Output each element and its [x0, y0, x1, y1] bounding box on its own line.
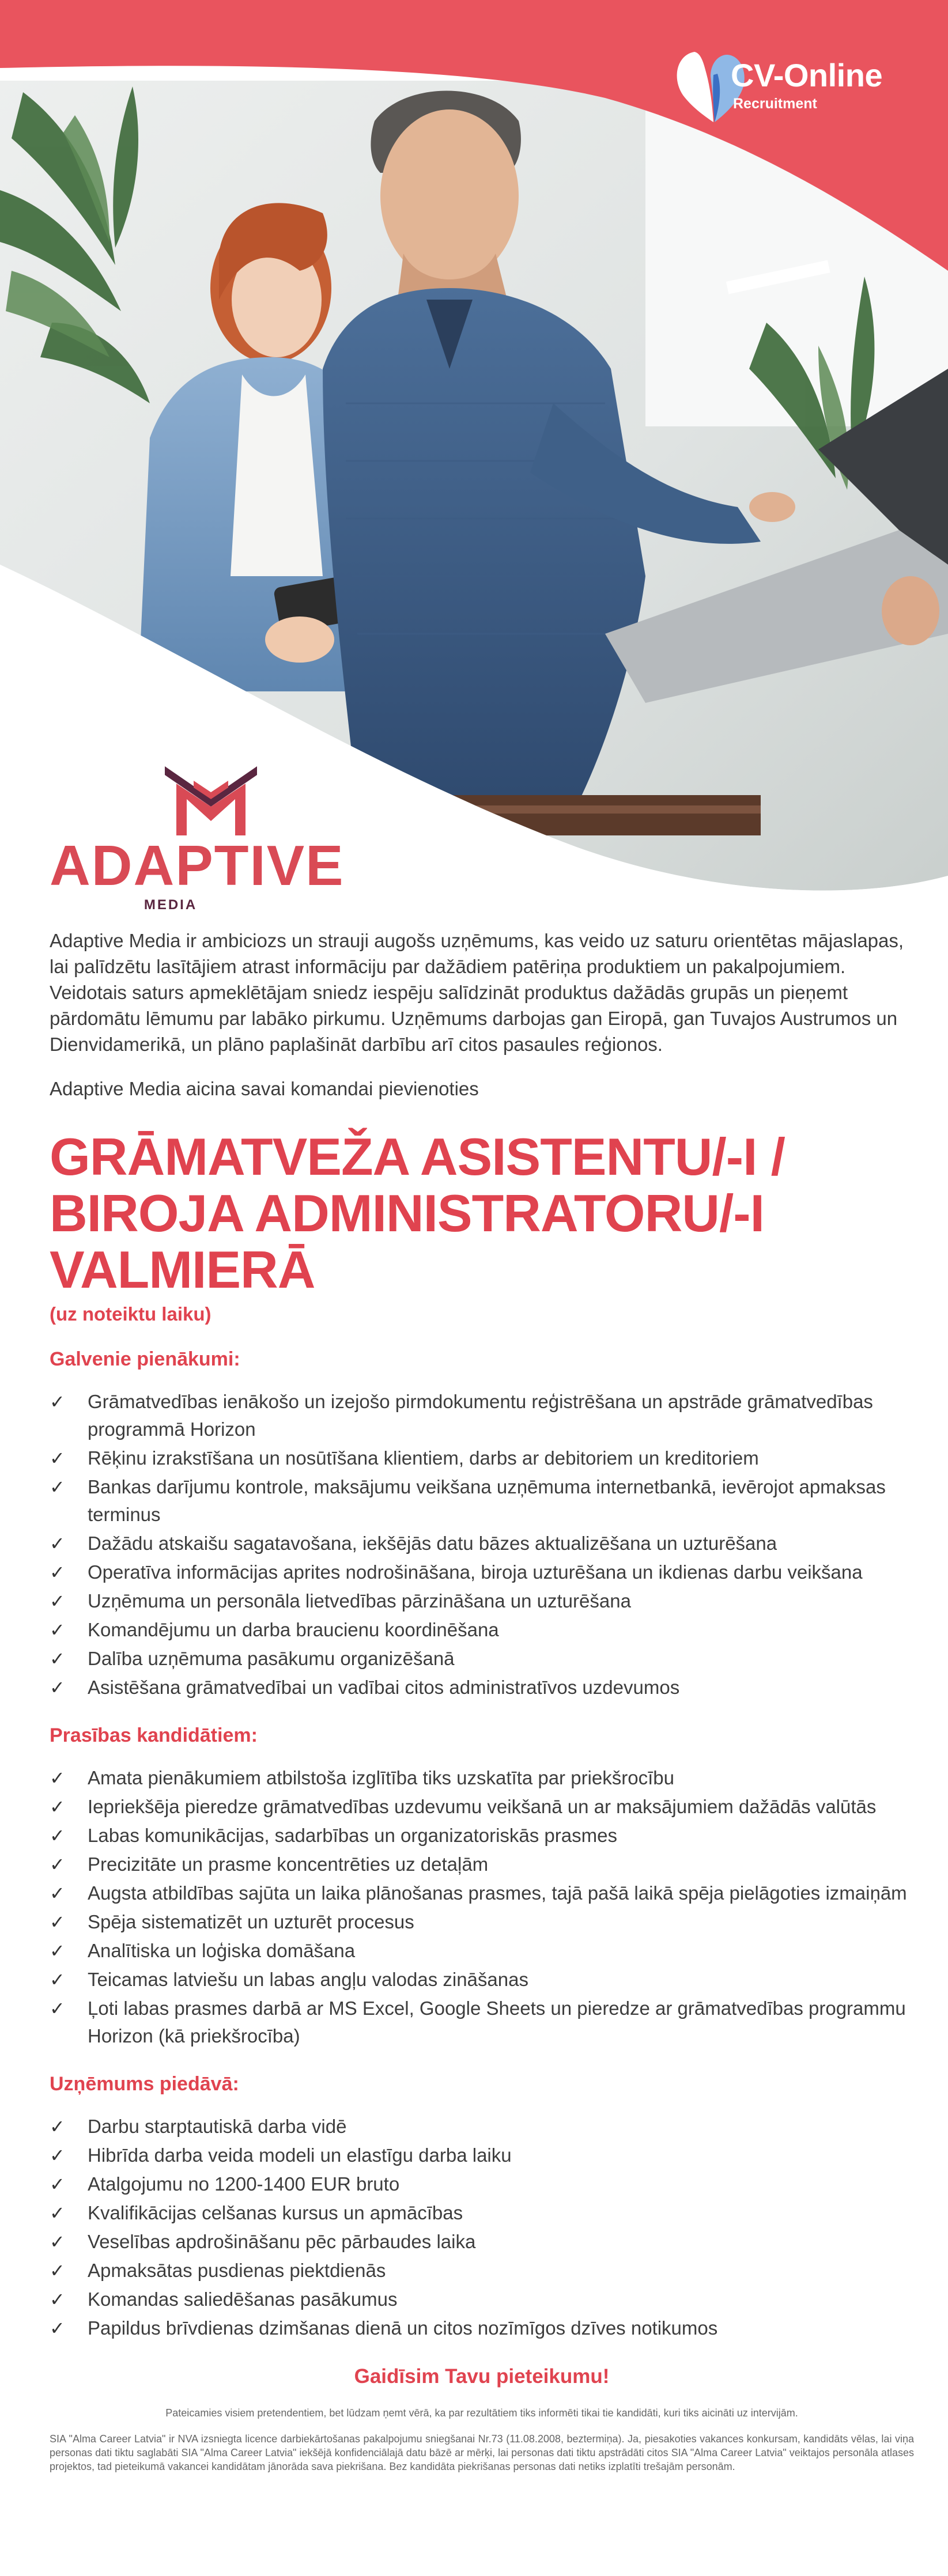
list-item: ✓ Precizitāte un prasme koncentrēties uz detaļām — [50, 1851, 914, 1878]
duties-list — [50, 1388, 914, 1701]
footer-legal: SIA "Alma Career Latvia" ir NVA izsniegta licence darbiekārtošanas pakalpojumu sniegšanai Nr.73 (11.08.2008, beztermiņa). Ja, piesakoties vakances konkursam, kandidāts vēlas, lai viņa personas dati tiktu saglabāti SIA "Alma Career Latvia" iekšējā konfidenciālajā datu bāzē ar mērķi, lai personas dati tiktu apstrādāti citos SIA "Alma Career Latvia" veiktajos personāla atlases projektos, tad pieteikumā vakancei kandidātam jānorāda sava piekrišana. Bez kandidāta piekrišanas personas dati netiks izplatīti trešajām personām. — [50, 2433, 914, 2472]
check-icon: ✓ — [50, 2231, 65, 2252]
check-icon: ✓ — [50, 1912, 65, 1932]
job-title-line: BIROJA ADMINISTRATORU/-I — [50, 1185, 764, 1243]
list-item: ✓ Dalība uzņēmuma pasākumu organizēšanā — [50, 1645, 914, 1673]
check-icon: ✓ — [50, 1562, 65, 1583]
company-logo — [50, 763, 345, 913]
list-item: ✓ Uzņēmuma un personāla lietvedības pārzināšana un uzturēšana — [50, 1587, 914, 1615]
check-icon: ✓ — [50, 1533, 65, 1554]
list-item: ✓ Apmaksātas pusdienas piektdienās — [50, 2257, 914, 2284]
check-icon: ✓ — [50, 2145, 65, 2166]
adaptive-monogram-icon — [153, 763, 269, 838]
list-item: ✓ Bankas darījumu kontrole, maksājumu veikšana uzņēmuma internetbankā, ievērojot apmaksas terminus — [50, 1473, 914, 1529]
check-icon: ✓ — [50, 1998, 65, 2019]
job-title-line: GRĀMATVEŽA ASISTENTU/-I / — [50, 1128, 785, 1186]
list-item: ✓ Amata pienākumiem atbilstoša izglītība tiks uzskatīta par priekšrocību — [50, 1764, 914, 1792]
list-item: ✓ Hibrīda darba veida modeli un elastīgu darba laiku — [50, 2142, 914, 2169]
list-item: ✓ Ļoti labas prasmes darbā ar MS Excel, Google Sheets un pieredze ar grāmatvedības programmu Horizon (kā priekšrocība) — [50, 1995, 914, 2050]
check-icon: ✓ — [50, 1620, 65, 1640]
list-item: ✓ Iepriekšēja pieredze grāmatvedības uzdevumu veikšanā un ar maksājumiem dažādās valūtās — [50, 1793, 914, 1821]
check-icon: ✓ — [50, 1825, 65, 1846]
check-icon: ✓ — [50, 2174, 65, 2195]
requirements-list — [50, 1764, 914, 2050]
check-icon: ✓ — [50, 2260, 65, 2281]
list-item: ✓ Asistēšana grāmatvedībai un vadībai citos administratīvos uzdevumos — [50, 1674, 914, 1701]
company-logo-sub: MEDIA — [143, 897, 198, 913]
requirements-heading: Prasības kandidātiem: — [50, 1724, 258, 1746]
check-icon: ✓ — [50, 2116, 65, 2137]
brand-subtitle: Recruitment — [733, 96, 817, 112]
offer-list — [50, 2113, 914, 2342]
check-icon: ✓ — [50, 1591, 65, 1612]
job-title-line: VALMIERĀ — [50, 1241, 315, 1299]
list-item: ✓ Labas komunikācijas, sadarbības un organizatoriskās prasmes — [50, 1822, 914, 1849]
offer-heading: Uzņēmums piedāvā: — [50, 2073, 239, 2095]
check-icon: ✓ — [50, 1854, 65, 1875]
job-ad-content — [50, 928, 914, 2473]
list-item: ✓ Teicamas latviešu un labas angļu valodas zināšanas — [50, 1966, 914, 1994]
job-title — [50, 1129, 914, 1299]
invite-line: Adaptive Media aicina savai komandai pievienoties — [50, 1078, 479, 1099]
cv-online-logo — [668, 38, 911, 124]
list-item: ✓ Augsta atbildības sajūta un laika plānošanas prasmes, tajā pašā laikā spēja pielāgoties izmaiņām — [50, 1879, 914, 1907]
list-item: ✓ Spēja sistematizēt un uzturēt procesus — [50, 1908, 914, 1936]
check-icon: ✓ — [50, 1796, 65, 1817]
list-item: ✓ Rēķinu izrakstīšana un nosūtīšana klientiem, darbs ar debitoriem un kreditoriem — [50, 1444, 914, 1472]
check-icon: ✓ — [50, 1448, 65, 1469]
duties-heading: Galvenie pienākumi: — [50, 1348, 240, 1370]
list-item: ✓ Darbu starptautiskā darba vidē — [50, 2113, 914, 2140]
check-icon: ✓ — [50, 1391, 65, 1412]
check-icon: ✓ — [50, 1883, 65, 1904]
check-icon: ✓ — [50, 1940, 65, 1961]
check-icon: ✓ — [50, 2318, 65, 2339]
job-term: (uz noteiktu laiku) — [50, 1303, 211, 1325]
check-icon: ✓ — [50, 1677, 65, 1698]
list-item: ✓ Operatīva informācijas aprites nodrošināšana, biroja uzturēšana un ikdienas darbu veikšana — [50, 1559, 914, 1586]
list-item: ✓ Dažādu atskaišu sagatavošana, iekšējās datu bāzes aktualizēšana un uzturēšana — [50, 1530, 914, 1557]
check-icon: ✓ — [50, 2203, 65, 2223]
list-item: ✓ Veselības apdrošināšanu pēc pārbaudes laika — [50, 2228, 914, 2256]
brand-name: CV-Online — [731, 57, 883, 93]
company-intro: Adaptive Media ir ambiciozs un strauji augošs uzņēmums, kas veido uz saturu orientētas mājaslapas, lai palīdzētu lasītājiem atrast informāciju par dažādiem patēriņa produktiem un pakalpojumiem. Veidotais saturs apmeklētājam sniedz iespēju salīdzināt produktus dažādās grupās un pieņemt pārdomātu lēmumu par labāko pirkumu. Uzņēmums darbojas gan Eiropā, gan Tuvajos Austrumos un Dienvidamerikā, un plāno paplašināt darbību arī citos pasaules reģionos. — [50, 930, 904, 1055]
list-item: ✓ Papildus brīvdienas dzimšanas dienā un citos nozīmīgos dzīves notikumos — [50, 2314, 914, 2342]
check-icon: ✓ — [50, 2289, 65, 2310]
list-item: ✓ Komandējumu un darba braucienu koordinēšana — [50, 1616, 914, 1644]
list-item: ✓ Atalgojumu no 1200-1400 EUR bruto — [50, 2170, 914, 2198]
list-item: ✓ Analītiska un loģiska domāšana — [50, 1937, 914, 1965]
check-icon: ✓ — [50, 1969, 65, 1990]
closing-call: Gaidīsim Tavu pieteikumu! — [354, 2365, 610, 2388]
list-item: ✓ Grāmatvedības ienākošo un izejošo pirmdokumentu reģistrēšana un apstrāde grāmatvedības programmā Horizon — [50, 1388, 914, 1443]
footer-note: Pateicamies visiem pretendentiem, bet lūdzam ņemt vērā, ka par rezultātiem tiks informēti tikai tie kandidāti, kuri tiks aicināti uz intervijām. — [165, 2407, 798, 2419]
check-icon: ✓ — [50, 1768, 65, 1788]
list-item: ✓ Kvalifikācijas celšanas kursus un apmācības — [50, 2199, 914, 2227]
company-logo-word: ADAPTIVE — [50, 834, 345, 897]
check-icon: ✓ — [50, 1648, 65, 1669]
list-item: ✓ Komandas saliedēšanas pasākumus — [50, 2286, 914, 2313]
check-icon: ✓ — [50, 1477, 65, 1497]
